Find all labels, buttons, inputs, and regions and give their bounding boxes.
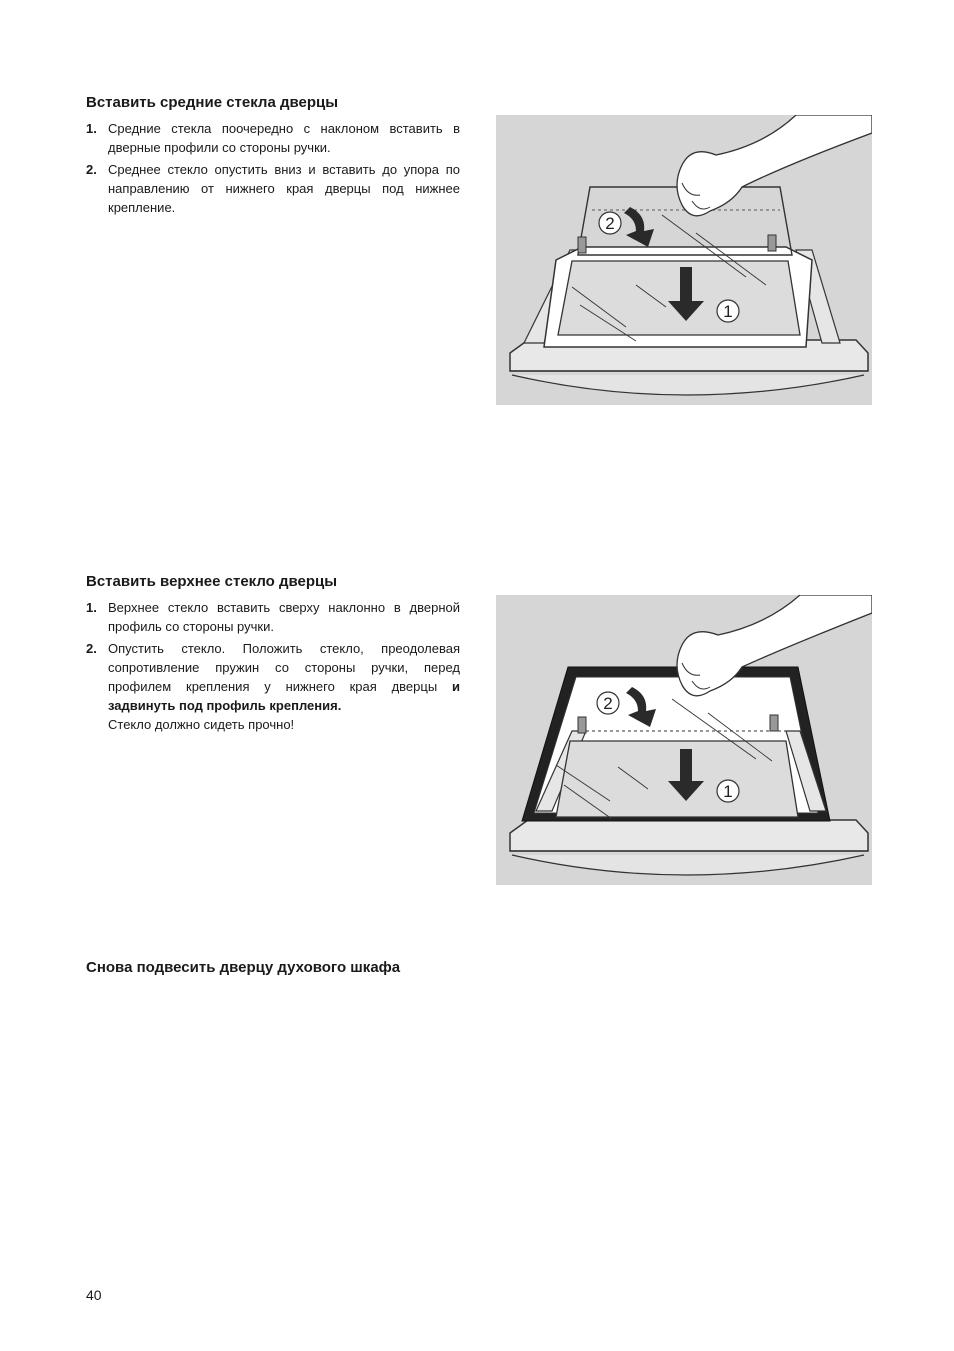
section-title: Вставить средние стекла дверцы bbox=[86, 94, 339, 111]
section-middle-glass bbox=[86, 93, 460, 220]
page-number: 40 bbox=[86, 1287, 102, 1303]
step-text: Средние стекла поочередно с наклоном вставить в дверные профили со стороны ручки. bbox=[108, 121, 460, 155]
marker-1-label: 1 bbox=[723, 782, 733, 801]
step-text-regular: Опустить стекло. Положить стекло, преодолевая сопротивление пружин со стороны ручки, перед профилем крепления у нижнего края дверцы bbox=[108, 641, 460, 694]
step-item bbox=[86, 639, 460, 734]
marker-1-label: 1 bbox=[723, 302, 733, 321]
step-number: 1. bbox=[86, 600, 97, 615]
step-number: 2. bbox=[86, 641, 97, 656]
section-title: Вставить верхнее стекло дверцы bbox=[86, 573, 338, 590]
figure-top-glass bbox=[496, 595, 872, 885]
figure-middle-glass bbox=[496, 115, 872, 405]
step-item bbox=[86, 119, 460, 157]
step-text-bold: и задвинуть под профиль крепления. bbox=[108, 679, 460, 713]
step-number: 2. bbox=[86, 162, 97, 177]
step-text bbox=[108, 639, 460, 715]
step-number: 1. bbox=[86, 121, 97, 136]
step-item bbox=[86, 160, 460, 217]
step-text: Среднее стекло опустить вниз и вставить до упора по направлению от нижнего края дверцы под нижнее крепление. bbox=[108, 162, 460, 215]
step-item bbox=[86, 598, 460, 636]
middle-glass-illustration bbox=[496, 115, 872, 405]
top-glass-illustration bbox=[496, 595, 872, 885]
steps-list bbox=[86, 119, 460, 217]
steps-list bbox=[86, 598, 460, 734]
step-note: Стекло должно сидеть прочно! bbox=[108, 717, 295, 732]
marker-2-label: 2 bbox=[603, 694, 613, 713]
step-text: Верхнее стекло вставить сверху наклонно в дверной профиль со стороны ручки. bbox=[108, 600, 460, 634]
section-top-glass bbox=[86, 572, 460, 737]
section-title-rehang-door: Снова подвесить дверцу духового шкафа bbox=[86, 959, 401, 976]
marker-2-label: 2 bbox=[605, 214, 615, 233]
